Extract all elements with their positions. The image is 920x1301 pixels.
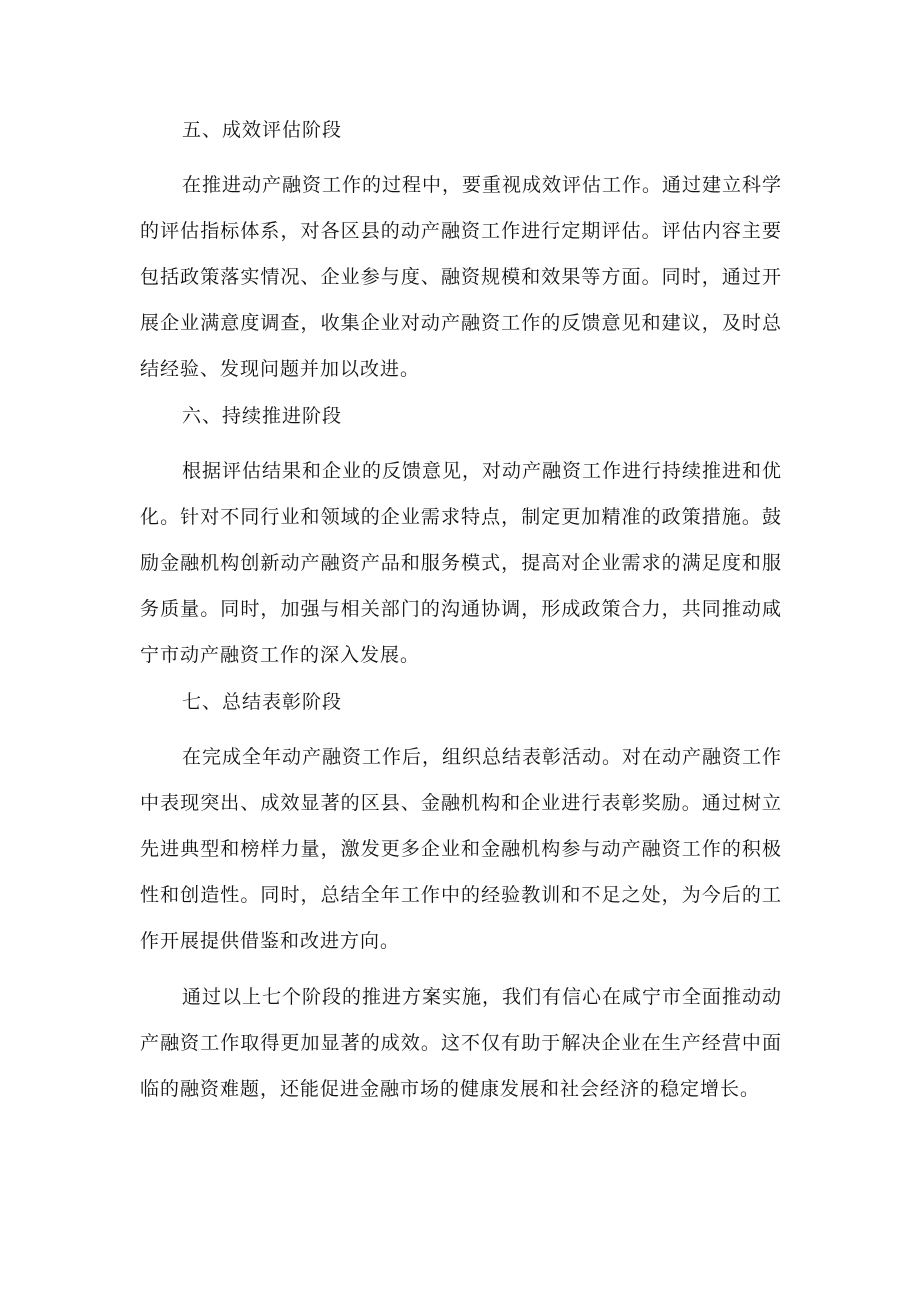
closing-paragraph: 通过以上七个阶段的推进方案实施，我们有信心在咸宁市全面推动动产融资工作取得更加显著的成效。这不仅有助于解决企业在生产经营中面临的融资难题，还能促进金融市场的健康发展和社会经济的稳定增长。: [140, 986, 783, 1100]
section-6: [140, 402, 782, 678]
section-5: [140, 116, 782, 392]
section-7: [140, 688, 782, 964]
section-heading: 六、持续推进阶段: [182, 405, 343, 427]
section-paragraph: 根据评估结果和企业的反馈意见，对动产融资工作进行持续推进和优化。针对不同行业和领域的企业需求特点，制定更加精准的政策措施。鼓励金融机构创新动产融资产品和服务模式，提高对企业需求的满足度和服务质量。同时，加强与相关部门的沟通协调，形成政策合力，共同推动咸宁市动产融资工作的深入发展。: [140, 460, 783, 666]
section-heading: 七、总结表彰阶段: [182, 691, 343, 713]
section-heading: 五、成效评估阶段: [182, 119, 343, 141]
section-paragraph: 在推进动产融资工作的过程中，要重视成效评估工作。通过建立科学的评估指标体系，对各区县的动产融资工作进行定期评估。评估内容主要包括政策落实情况、企业参与度、融资规模和效果等方面。同时，通过开展企业满意度调查，收集企业对动产融资工作的反馈意见和建议，及时总结经验、发现问题并加以改进。: [140, 174, 783, 380]
section-paragraph: 在完成全年动产融资工作后，组织总结表彰活动。对在动产融资工作中表现突出、成效显著的区县、金融机构和企业进行表彰奖励。通过树立先进典型和榜样力量，激发更多企业和金融机构参与动产融资工作的积极性和创造性。同时，总结全年工作中的经验教训和不足之处，为今后的工作开展提供借鉴和改进方向。: [140, 746, 783, 952]
